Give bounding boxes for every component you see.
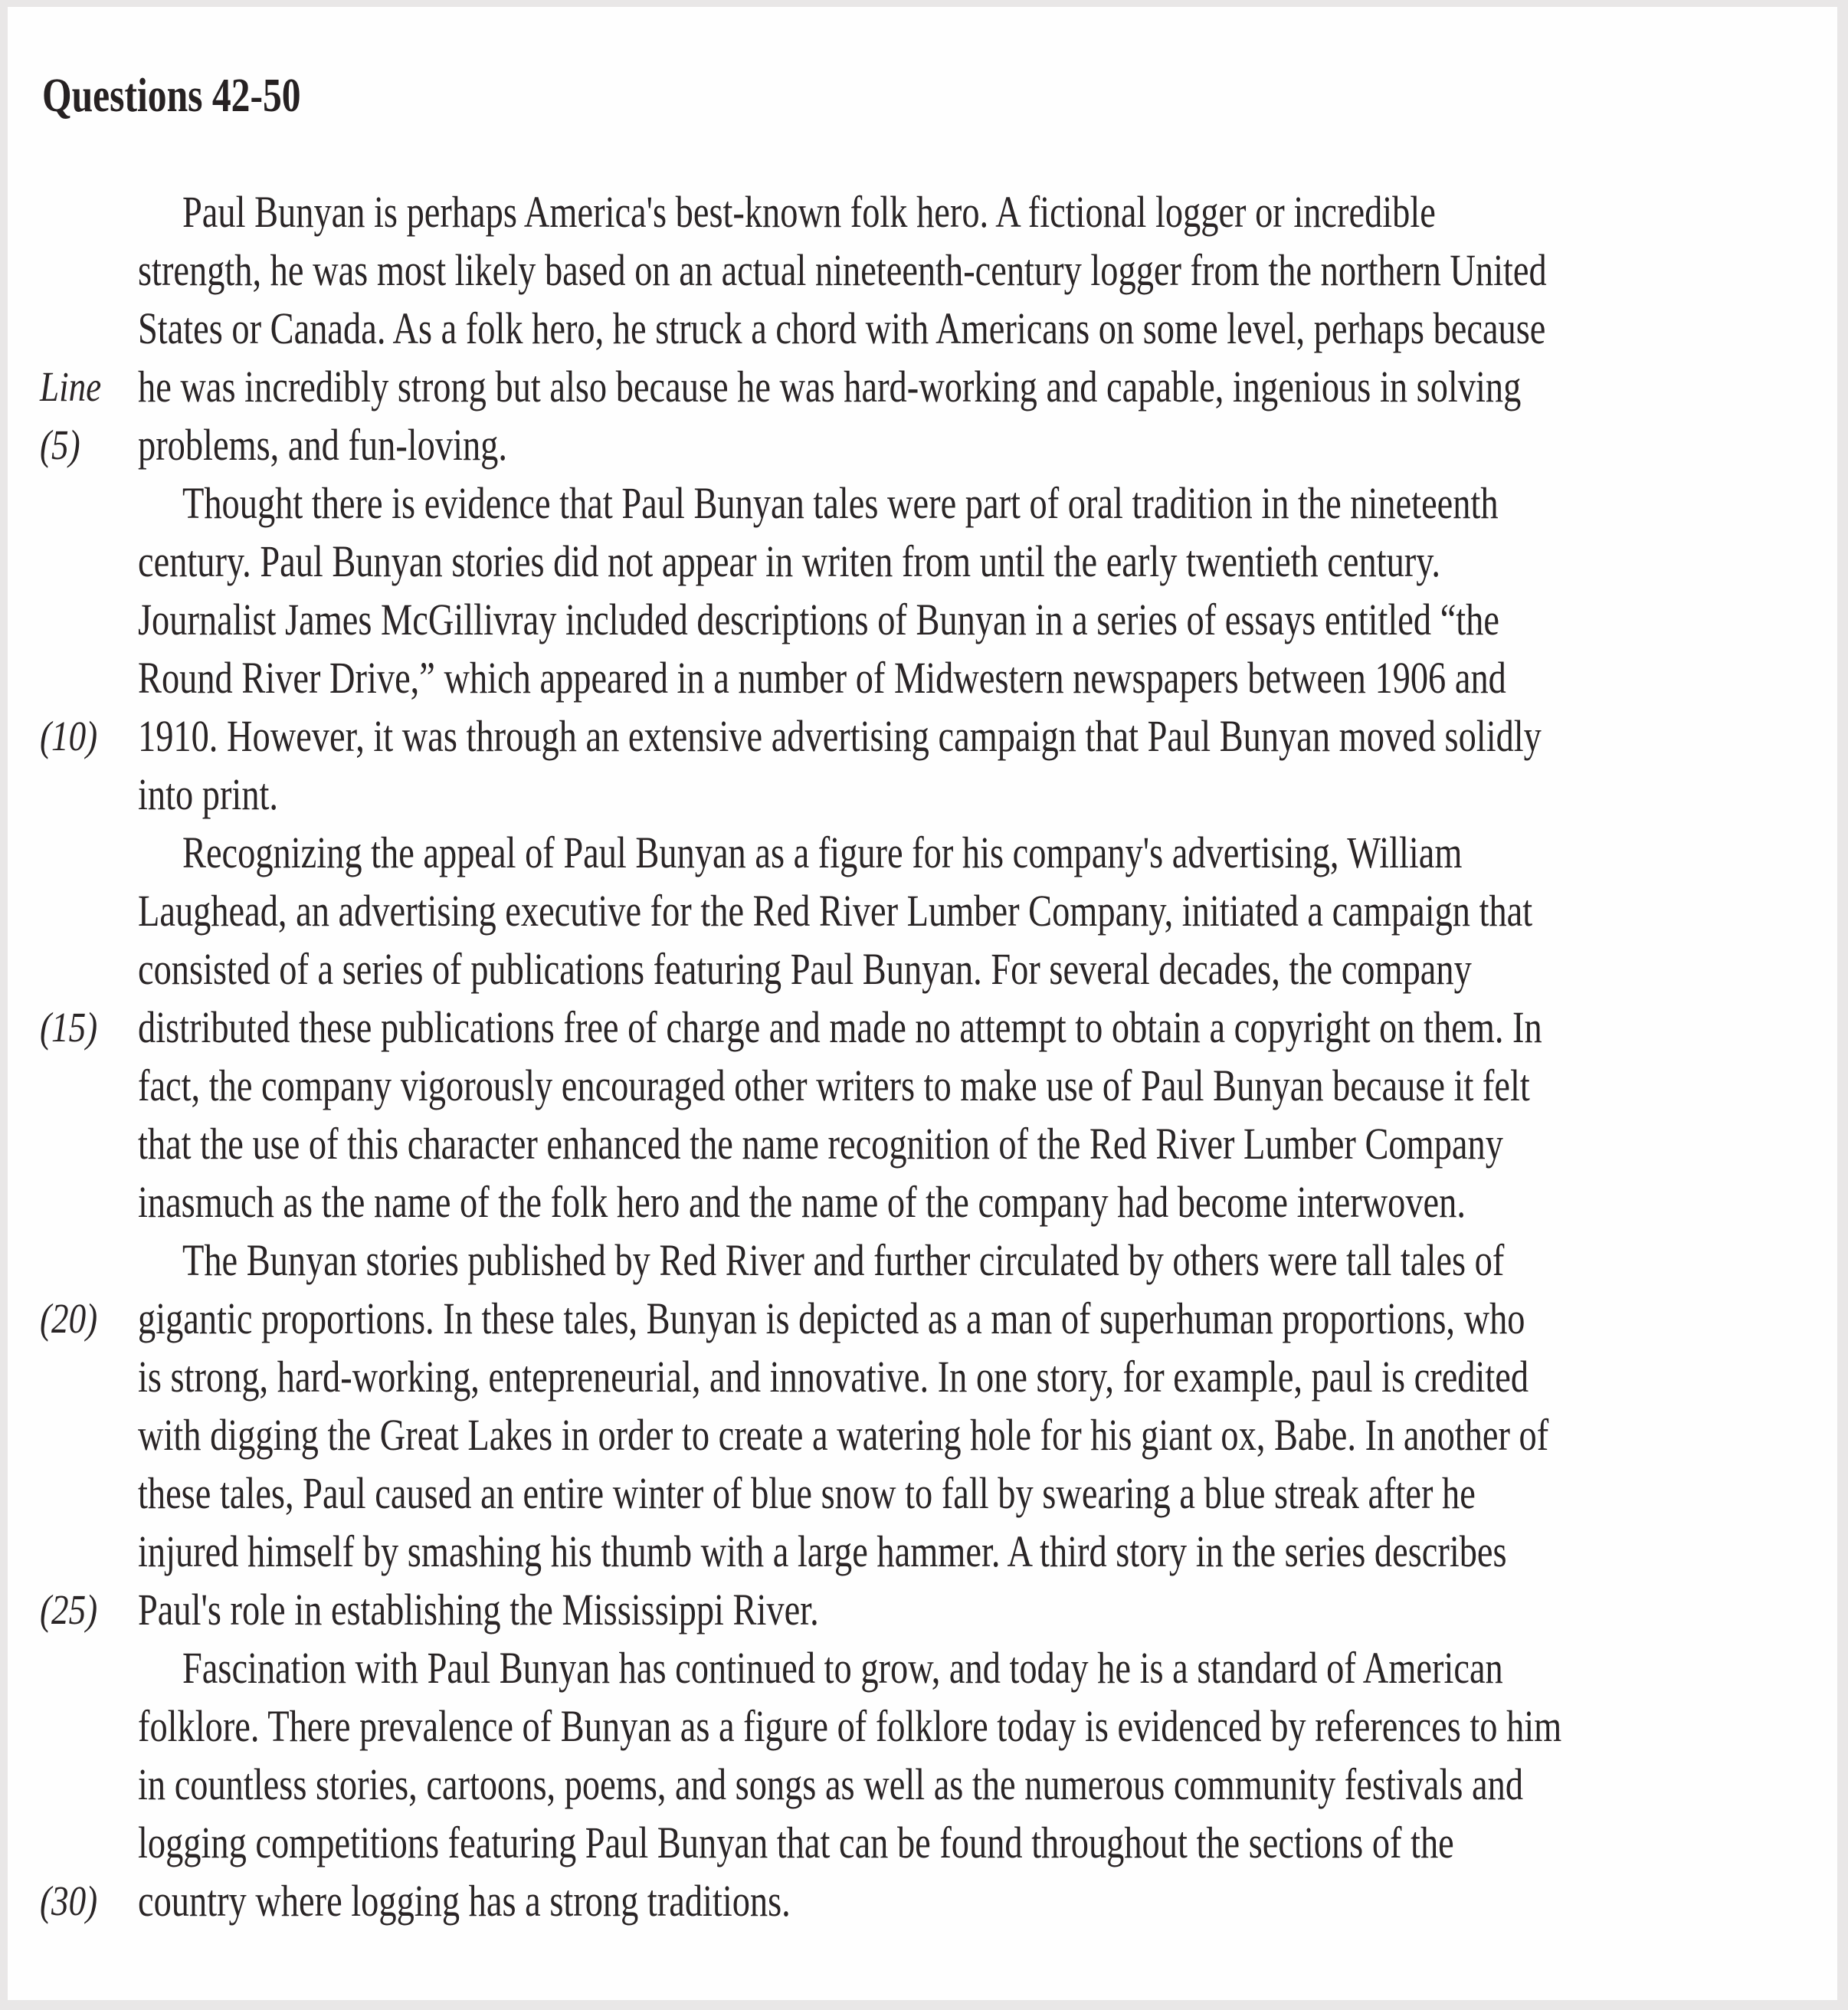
passage-line bbox=[138, 940, 1831, 998]
passage-line-text: century. Paul Bunyan stories did not appear in writen from until the early twentieth century. bbox=[138, 536, 1441, 586]
passage-line bbox=[138, 533, 1831, 591]
line-number-marker: (5) bbox=[40, 421, 80, 468]
line-number-marker: (30) bbox=[40, 1877, 98, 1924]
passage-line bbox=[138, 882, 1831, 940]
passage-line bbox=[138, 1697, 1831, 1756]
passage-line bbox=[40, 707, 1831, 766]
passage-line-text: he was incredibly strong but also because he was hard-working and capable, ingenious in solving bbox=[138, 362, 1522, 412]
passage-line-text: consisted of a series of publications featuring Paul Bunyan. For several decades, the company bbox=[138, 944, 1472, 994]
passage-line-text: fact, the company vigorously encouraged other writers to make use of Paul Bunyan because it felt bbox=[138, 1061, 1530, 1110]
passage-line-text: that the use of this character enhanced the name recognition of the Red River Lumber Company bbox=[138, 1119, 1503, 1169]
passage-line-text: gigantic proportions. In these tales, Bunyan is depicted as a man of superhuman proportions, who bbox=[138, 1294, 1525, 1343]
passage-line bbox=[40, 1581, 1831, 1639]
passage-line bbox=[138, 1814, 1831, 1872]
line-number-marker: (25) bbox=[40, 1586, 98, 1633]
questions-heading-text: Questions 42-50 bbox=[42, 70, 301, 122]
passage-line bbox=[40, 416, 1831, 474]
passage-line bbox=[138, 1523, 1831, 1581]
passage-line-text: with digging the Great Lakes in order to create a watering hole for his giant ox, Babe. In another of bbox=[138, 1410, 1549, 1460]
passage-line-text: injured himself by smashing his thumb with a large hammer. A third story in the series describes bbox=[138, 1526, 1507, 1576]
passage-line bbox=[138, 474, 1831, 533]
line-number-marker: (10) bbox=[40, 713, 98, 759]
line-number-marker: Line bbox=[40, 363, 102, 410]
passage-page bbox=[8, 7, 1837, 2000]
passage-line-text: Paul Bunyan is perhaps America's best-known folk hero. A fictional logger or incredible bbox=[182, 187, 1436, 237]
passage-line bbox=[40, 998, 1831, 1057]
passage-line-text: country where logging has a strong traditions. bbox=[138, 1876, 791, 1926]
passage-line bbox=[40, 358, 1831, 416]
passage-line bbox=[138, 1115, 1831, 1173]
passage-line-text: Recognizing the appeal of Paul Bunyan as a figure for his company's advertising, William bbox=[182, 828, 1463, 877]
passage-line bbox=[138, 1348, 1831, 1406]
passage-line-text: Journalist James McGillivray included descriptions of Bunyan in a series of essays entitled “the bbox=[138, 595, 1499, 644]
passage-line bbox=[138, 300, 1831, 358]
passage-line-text: these tales, Paul caused an entire winter of blue snow to fall by swearing a blue streak after he bbox=[138, 1468, 1476, 1518]
line-number-marker: (15) bbox=[40, 1004, 98, 1051]
passage-line-text: folklore. There prevalence of Bunyan as a figure of folklore today is evidenced by references to him bbox=[138, 1701, 1562, 1751]
passage-line-text: Thought there is evidence that Paul Bunyan tales were part of oral tradition in the nineteenth bbox=[182, 478, 1499, 528]
passage-line-text: inasmuch as the name of the folk hero and the name of the company had become interwoven. bbox=[138, 1177, 1466, 1227]
passage-line bbox=[138, 1464, 1831, 1523]
passage-line-text: into print. bbox=[138, 769, 279, 819]
passage-line-text: 1910. However, it was through an extensive advertising campaign that Paul Bunyan moved solidly bbox=[138, 711, 1542, 761]
passage-line-text: distributed these publications free of charge and made no attempt to obtain a copyright on them. In bbox=[138, 1002, 1542, 1052]
passage-line-text: The Bunyan stories published by Red River and further circulated by others were tall tales of bbox=[182, 1235, 1505, 1285]
passage-line-text: Paul's role in establishing the Mississippi River. bbox=[138, 1585, 819, 1635]
passage-line bbox=[138, 1756, 1831, 1814]
reading-passage bbox=[40, 183, 1831, 1930]
questions-heading bbox=[42, 71, 365, 120]
passage-line bbox=[138, 183, 1831, 241]
passage-line bbox=[138, 1639, 1831, 1697]
passage-line bbox=[138, 824, 1831, 882]
passage-line bbox=[138, 1231, 1831, 1290]
passage-line-text: is strong, hard-working, entepreneurial, and innovative. In one story, for example, paul is credited bbox=[138, 1352, 1529, 1402]
passage-line bbox=[40, 1290, 1831, 1348]
passage-line bbox=[138, 1173, 1831, 1231]
passage-line-text: in countless stories, cartoons, poems, and songs as well as the numerous community festivals and bbox=[138, 1759, 1524, 1809]
passage-line bbox=[138, 649, 1831, 707]
passage-line bbox=[138, 591, 1831, 649]
passage-line-text: Fascination with Paul Bunyan has continued to grow, and today he is a standard of American bbox=[182, 1643, 1503, 1693]
line-number-marker: (20) bbox=[40, 1295, 98, 1342]
passage-line-text: logging competitions featuring Paul Bunyan that can be found throughout the sections of the bbox=[138, 1818, 1454, 1867]
passage-line-text: States or Canada. As a folk hero, he struck a chord with Americans on some level, perhaps because bbox=[138, 303, 1546, 353]
passage-line bbox=[138, 241, 1831, 300]
passage-line bbox=[40, 1872, 1831, 1930]
passage-line-text: Laughead, an advertising executive for the Red River Lumber Company, initiated a campaign that bbox=[138, 886, 1533, 936]
passage-line bbox=[138, 1057, 1831, 1115]
passage-line bbox=[138, 766, 1831, 824]
passage-line-text: Round River Drive,” which appeared in a number of Midwestern newspapers between 1906 and bbox=[138, 653, 1506, 703]
passage-line-text: strength, he was most likely based on an actual nineteenth-century logger from the northern United bbox=[138, 245, 1547, 295]
passage-line-text: problems, and fun-loving. bbox=[138, 420, 507, 470]
passage-line bbox=[138, 1406, 1831, 1464]
